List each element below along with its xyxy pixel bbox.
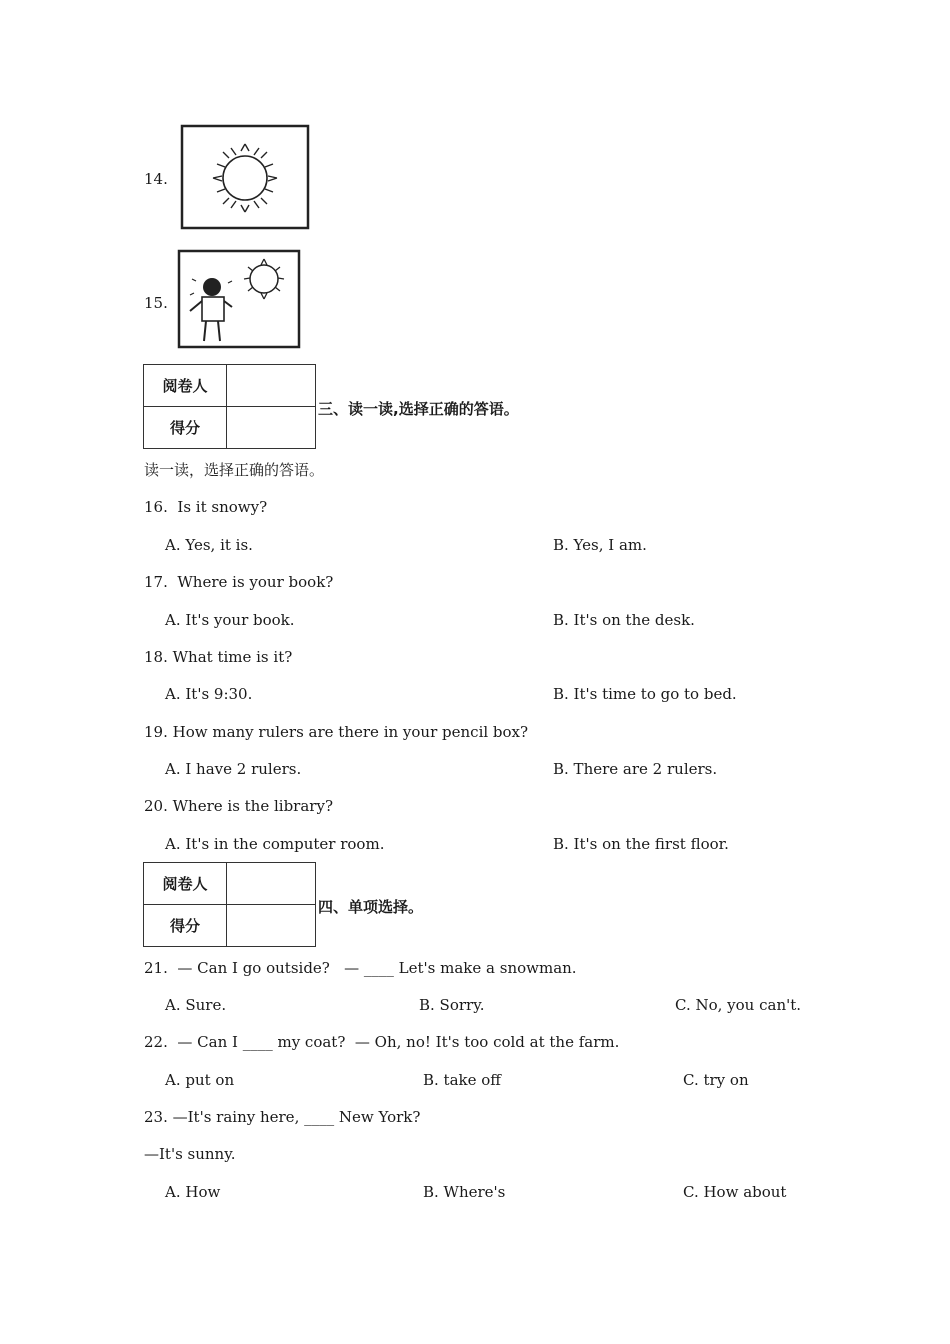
question-18: 18. What time is it? xyxy=(144,648,293,666)
section-4-title: 四、单项选择。 xyxy=(318,898,424,916)
question-20: 20. Where is the library? xyxy=(144,797,333,815)
option-20-a: A. It's in the computer room. xyxy=(165,835,385,853)
reviewer-label: 阅卷人 xyxy=(144,863,227,905)
option-16-a: A. Yes, it is. xyxy=(165,536,253,554)
option-20-b: B. It's on the first floor. xyxy=(553,835,729,853)
reviewer-cell xyxy=(227,863,316,905)
option-22-b: B. take off xyxy=(423,1071,501,1089)
option-19-a: A. I have 2 rulers. xyxy=(165,760,302,778)
option-23-b: B. Where's xyxy=(423,1183,506,1201)
section-3-title: 三、读一读,选择正确的答语。 xyxy=(318,400,519,418)
score-cell xyxy=(227,905,316,947)
option-18-b: B. It's time to go to bed. xyxy=(553,685,737,703)
option-23-c: C. How about xyxy=(683,1183,787,1201)
question-number-14: 14. xyxy=(144,170,168,188)
question-16: 16. Is it snowy? xyxy=(144,498,268,516)
score-cell xyxy=(227,407,316,449)
question-19: 19. How many rulers are there in your pencil box? xyxy=(144,723,529,741)
sun-picture xyxy=(179,124,311,232)
question-22: 22. — Can I ____ my coat? — Oh, no! It's too cold at the farm. xyxy=(144,1033,620,1051)
question-17: 17. Where is your book? xyxy=(144,573,334,591)
reviewer-label: 阅卷人 xyxy=(144,365,227,407)
option-21-a: A. Sure. xyxy=(165,996,227,1014)
option-21-c: C. No, you can't. xyxy=(675,996,802,1014)
question-23: 23. —It's rainy here, ____ New York? xyxy=(144,1108,421,1126)
question-23-answer-line: —It's sunny. xyxy=(144,1145,236,1163)
score-box xyxy=(143,364,316,449)
option-19-b: B. There are 2 rulers. xyxy=(553,760,718,778)
option-23-a: A. How xyxy=(165,1183,221,1201)
option-18-a: A. It's 9:30. xyxy=(165,685,253,703)
question-number-15: 15. xyxy=(144,294,168,312)
section-3-intro: 读一读，选择正确的答语。 xyxy=(144,461,325,479)
boy-sweating-under-sun-picture xyxy=(176,249,302,350)
option-22-c: C. try on xyxy=(683,1071,749,1089)
reviewer-cell xyxy=(227,365,316,407)
score-label: 得分 xyxy=(144,407,227,449)
score-box xyxy=(143,862,316,947)
score-label: 得分 xyxy=(144,905,227,947)
option-17-b: B. It's on the desk. xyxy=(553,611,695,629)
option-17-a: A. It's your book. xyxy=(165,611,295,629)
question-21: 21. — Can I go outside? — ____ Let's make a snowman. xyxy=(144,959,577,977)
option-21-b: B. Sorry. xyxy=(419,996,485,1014)
option-22-a: A. put on xyxy=(165,1071,235,1089)
option-16-b: B. Yes, I am. xyxy=(553,536,647,554)
